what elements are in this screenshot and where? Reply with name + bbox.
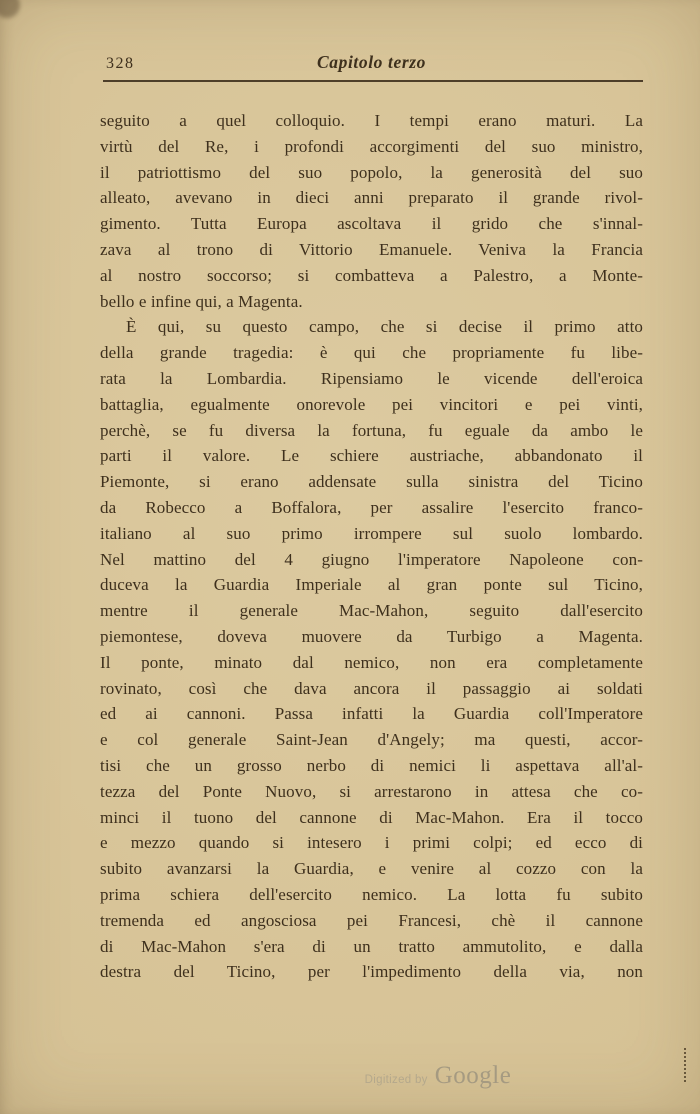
text-line: al nostro soccorso; si combatteva a Palestro, a Monte-	[100, 265, 643, 285]
text-line: destra del Ticino, per l'impedimento della via, non	[100, 962, 643, 982]
text-line: tremenda ed angosciosa pei Francesi, chè il cannone	[100, 910, 643, 930]
text-line: zava al trono di Vittorio Emanuele. Veniva la Francia	[100, 239, 643, 259]
text-line: È qui, su questo campo, che si decise il primo atto	[126, 317, 643, 337]
text-line: della grande tragedia: è qui che propriamente fu libe-	[100, 343, 643, 363]
text-line: virtù del Re, i profondi accorgimenti del suo ministro,	[100, 136, 643, 156]
page-number: 328	[106, 55, 135, 72]
text-line: di Mac-Mahon s'era di un tratto ammutolito, e dalla	[100, 936, 643, 956]
text-line: tisi che un grosso nerbo di nemici li aspettava all'al-	[100, 755, 643, 775]
header-rule	[103, 80, 643, 82]
text-line: Il ponte, minato dal nemico, non era completamente	[100, 652, 643, 672]
text-line: tezza del Ponte Nuovo, si arrestarono in attesa che co-	[100, 781, 643, 801]
scan-artifact-dots	[684, 1048, 687, 1082]
text-line: bello e infine qui, a Magenta.	[100, 291, 303, 311]
text-line: mentre il generale Mac-Mahon, seguito dall'esercito	[100, 601, 643, 621]
text-line: battaglia, egualmente onorevole pei vincitori e pei vinti,	[100, 394, 643, 414]
text-line: minci il tuono del cannone di Mac-Mahon. Era il tocco	[100, 807, 643, 827]
text-line: Piemonte, si erano addensate sulla sinistra del Ticino	[100, 472, 643, 492]
text-line: rovinato, così che dava ancora il passaggio ai soldati	[100, 678, 643, 698]
text-line: seguito a quel colloquio. I tempi erano maturi. La	[100, 111, 643, 130]
text-line: gimento. Tutta Europa ascoltava il grido che s'innal-	[100, 214, 643, 234]
text-line: da Robecco a Boffalora, per assalire l'esercito franco-	[100, 497, 643, 517]
text-line: piemontese, doveva muovere da Turbigo a Magenta.	[100, 626, 643, 646]
text-line: alleato, avevano in dieci anni preparato il grande rivol-	[100, 188, 643, 208]
text-line: e col generale Saint-Jean d'Angely; ma questi, accor-	[100, 730, 643, 750]
text-line: e mezzo quando si intesero i primi colpi; ed ecco di	[100, 833, 643, 853]
text-line: rata la Lombardia. Ripensiamo le vicende dell'eroica	[100, 368, 643, 388]
body-text	[100, 108, 643, 985]
text-line: perchè, se fu diversa la fortuna, fu eguale da ambo le	[100, 420, 643, 440]
text-line: italiano al suo primo irrompere sul suolo lombardo.	[100, 523, 643, 543]
scan-blemish	[0, 0, 20, 18]
digitized-watermark	[88, 1062, 700, 1090]
page-header	[100, 52, 643, 78]
text-line: subito avanzarsi la Guardia, e venire al cozzo con la	[100, 859, 643, 879]
text-line: duceva la Guardia Imperiale al gran ponte sul Ticino,	[100, 575, 643, 595]
chapter-title: Capitolo terzo	[316, 52, 427, 72]
text-line: Nel mattino del 4 giugno l'imperatore Napoleone con-	[100, 549, 643, 569]
text-line: il patriottismo del suo popolo, la generosità del suo	[100, 162, 643, 182]
google-logo: Google	[434, 1062, 512, 1089]
text-line: ed ai cannoni. Passa infatti la Guardia coll'Imperatore	[100, 704, 643, 724]
text-line: prima schiera dell'esercito nemico. La lotta fu subito	[100, 884, 643, 904]
text-line: parti il valore. Le schiere austriache, abbandonato il	[100, 446, 643, 466]
watermark-prefix: Digitized by	[364, 1074, 428, 1086]
